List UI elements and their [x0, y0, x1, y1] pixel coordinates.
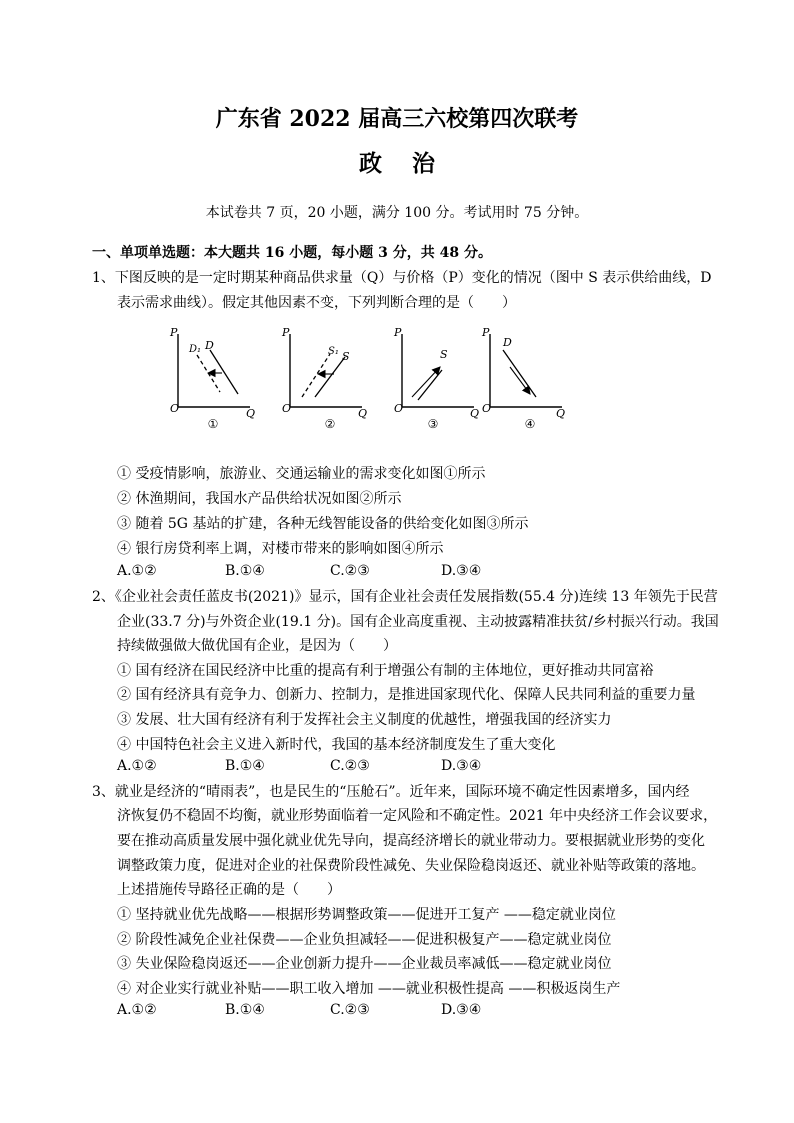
graph-3-q-label: Q	[470, 407, 480, 420]
graph-1-p-label: P	[170, 326, 178, 339]
graph-1-d-label: D	[205, 339, 214, 352]
graph-1-d1-label: D₁	[189, 344, 202, 355]
q3-option-4: ④ 对企业实行就业补贴——职工收入增加 ——就业积极性提高 ——积极返岗生产	[117, 981, 621, 997]
q3-option-1: ① 坚持就业优先战略——根据形势调整政策——促进开工复产 ——稳定就业岗位	[117, 907, 616, 923]
q3-answer-c: C.②③	[330, 1002, 370, 1018]
graph-2	[281, 326, 367, 431]
q1-answer-b: B.①④	[225, 563, 265, 579]
exam-intro: 本试卷共 7 页，20 小题，满分 100 分。考试用时 75 分钟。	[205, 205, 589, 221]
q3-stem-line3: 要在推动高质量发展中强化就业优先导向，提高经济增长的就业带动力。要根据就业形势的变化	[117, 833, 705, 849]
graph-4-q-label: Q	[556, 407, 566, 420]
graph-2-s-line	[315, 357, 345, 397]
q2-option-2: ② 国有经济具有竞争力、创新力、控制力，是推进国家现代化、保障人民共同利益的重要力量	[117, 687, 696, 703]
graph-3-arrow	[412, 367, 440, 397]
graph-3-number: ③	[427, 417, 439, 431]
q2-stem-line2: 企业(33.7 分)与外资企业(19.1 分)。国有企业高度重视、主动披露精准扶贫/乡村振兴行动。我国	[117, 614, 719, 630]
graph-1-d-line	[210, 350, 238, 394]
graph-3-s-label: S	[440, 348, 448, 361]
graph-3-p-label: P	[394, 326, 402, 339]
graph-3-o-label: O	[394, 402, 404, 415]
section-heading: 一、单项单选题：本大题共 16 小题，每小题 3 分，共 48 分。	[92, 245, 492, 261]
q1-stem-line1: 1、下图反映的是一定时期某种商品供求量（Q）与价格（P）变化的情况（图中 S 表示供给曲线，D	[92, 270, 712, 286]
graph-4-o-label: O	[482, 402, 492, 415]
graph-2-s-label: S	[342, 350, 350, 363]
q3-answer-d: D.③④	[441, 1002, 482, 1018]
graph-4-d-line	[503, 350, 536, 397]
q2-answer-c: C.②③	[330, 758, 370, 774]
q3-stem-line4: 调整政策力度，促进对企业的社保费阶段性减免、失业保险稳岗返还、就业补贴等政策的落地。	[117, 858, 705, 874]
q1-option-4: ④ 银行房贷利率上调，对楼市带来的影响如图④所示	[117, 541, 444, 557]
graph-1-o-label: O	[170, 402, 180, 415]
q3-option-2: ② 阶段性减免企业社保费——企业负担减轻——促进积极复产——稳定就业岗位	[117, 932, 612, 948]
q2-stem-line1: 2、《企业社会责任蓝皮书(2021)》显示，国有企业社会责任发展指数(55.4 分)连续 13 年领先于民营	[92, 589, 718, 605]
q2-option-3: ③ 发展、壮大国有经济有利于发挥社会主义制度的优越性，增强我国的经济实力	[117, 712, 612, 728]
graph-4-number: ④	[524, 417, 536, 431]
graph-2-s1-label: S₁	[328, 346, 339, 357]
q2-option-1: ① 国有经济在国民经济中比重的提高有利于增强公有制的主体地位，更好推动共同富裕	[117, 663, 654, 679]
q2-stem-line3: 持续做强做大做优国有企业，是因为（ ）	[117, 638, 397, 654]
graph-2-q-label: Q	[358, 407, 368, 420]
q3-option-3: ③ 失业保险稳岗返还——企业创新力提升——企业裁员率减低——稳定就业岗位	[117, 956, 612, 972]
q2-answer-a: A.①②	[117, 758, 157, 774]
graph-4-arrow	[510, 367, 530, 394]
q1-stem-line2: 表示需求曲线）。假定其他因素不变，下列判断合理的是（ ）	[117, 295, 516, 311]
q1-answer-c: C.②③	[330, 563, 370, 579]
q2-answer-d: D.③④	[441, 758, 482, 774]
q1-option-2: ② 休渔期间，我国水产品供给状况如图②所示	[117, 491, 402, 507]
q1-answer-d: D.③④	[441, 563, 482, 579]
q1-answer-a: A.①②	[117, 563, 157, 579]
graph-4	[481, 326, 565, 431]
graph-3-s-line	[418, 370, 442, 400]
graph-2-number: ②	[324, 417, 336, 431]
exam-title: 广东省 2022 届高三六校第四次联考	[215, 106, 579, 132]
graph-2-s1-line	[302, 354, 330, 397]
graph-2-o-label: O	[282, 402, 292, 415]
q3-stem-line2: 济恢复仍不稳固不均衡，就业形势面临着一定风险和不确定性。2021 年中央经济工作会议要求，	[117, 808, 718, 824]
q1-option-3: ③ 随着 5G 基站的扩建，各种无线智能设备的供给变化如图③所示	[117, 516, 529, 532]
graph-1-number: ①	[207, 417, 219, 431]
q3-stem-line1: 3、就业是经济的“晴雨表”，也是民生的“压舱石”。近年来，国际环境不确定性因素增多，国内经	[92, 784, 690, 800]
q3-answer-b: B.①④	[225, 1002, 265, 1018]
graph-4-d-label: D	[503, 336, 512, 349]
q2-option-4: ④ 中国特色社会主义进入新时代，我国的基本经济制度发生了重大变化	[117, 737, 556, 753]
graph-4-p-label: P	[482, 326, 490, 339]
q3-stem-line5: 上述措施传导路径正确的是（ ）	[117, 882, 341, 898]
exam-subject: 政治	[359, 150, 465, 177]
q1-option-1: ① 受疫情影响，旅游业、交通运输业的需求变化如图①所示	[117, 466, 486, 482]
q3-answer-a: A.①②	[117, 1002, 157, 1018]
graph-1-q-label: Q	[246, 407, 256, 420]
q2-answer-b: B.①④	[225, 758, 265, 774]
graph-3	[393, 326, 479, 431]
graph-1	[169, 326, 255, 431]
graph-2-p-label: P	[282, 326, 290, 339]
q1-figure	[150, 322, 570, 434]
